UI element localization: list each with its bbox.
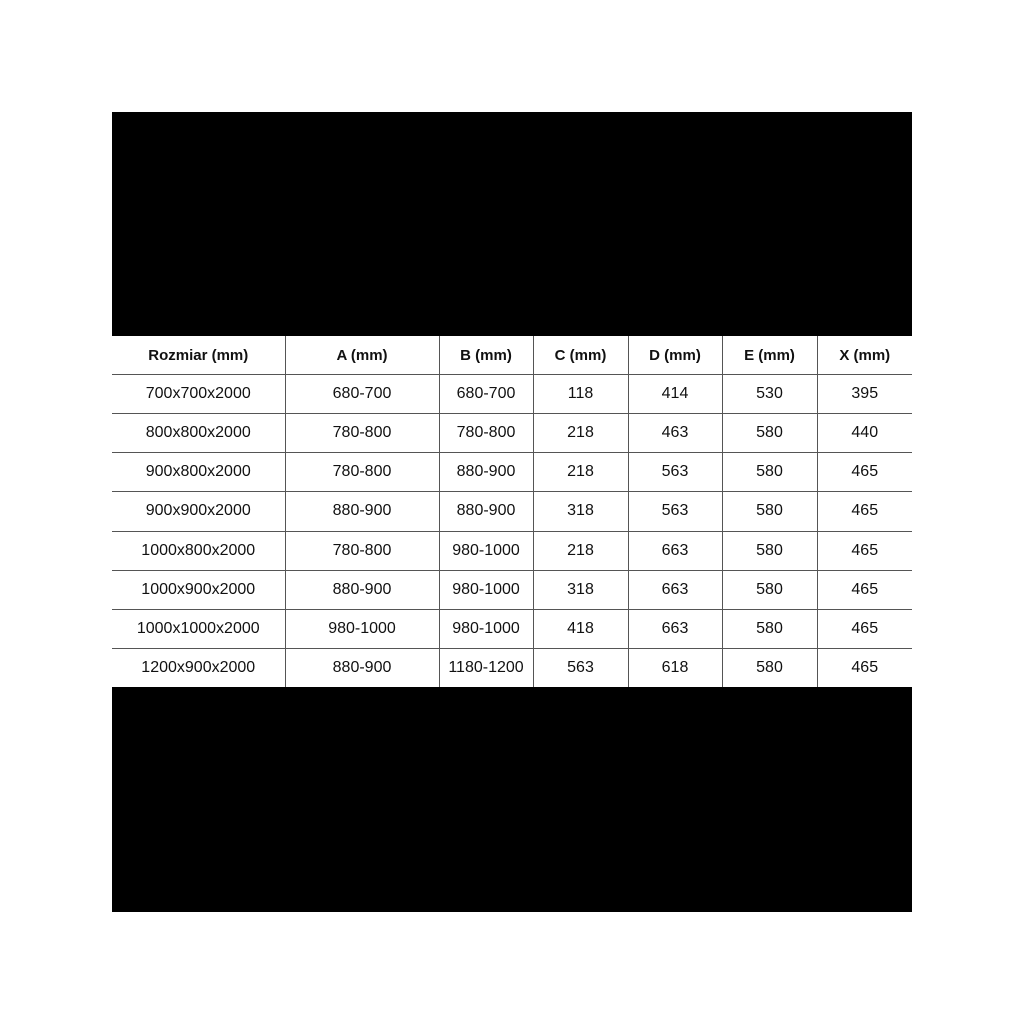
cell-size: 700x700x2000 xyxy=(112,375,285,414)
table-row xyxy=(112,570,912,609)
cell-x: 440 xyxy=(817,414,912,453)
cell-c: 563 xyxy=(533,648,628,687)
cell-x: 465 xyxy=(817,453,912,492)
cell-e: 580 xyxy=(722,570,817,609)
cell-c: 318 xyxy=(533,492,628,531)
table-row xyxy=(112,609,912,648)
cell-size: 1000x1000x2000 xyxy=(112,609,285,648)
cell-e: 530 xyxy=(722,375,817,414)
cell-e: 580 xyxy=(722,453,817,492)
cell-e: 580 xyxy=(722,414,817,453)
cell-c: 218 xyxy=(533,414,628,453)
dimensions-table-container xyxy=(112,336,912,687)
header-e: E (mm) xyxy=(722,336,817,375)
cell-a: 880-900 xyxy=(285,648,439,687)
header-size: Rozmiar (mm) xyxy=(112,336,285,375)
cell-b: 980-1000 xyxy=(439,609,533,648)
cell-a: 880-900 xyxy=(285,570,439,609)
cell-b: 1180-1200 xyxy=(439,648,533,687)
cell-x: 465 xyxy=(817,531,912,570)
table-row xyxy=(112,531,912,570)
cell-a: 980-1000 xyxy=(285,609,439,648)
cell-a: 780-800 xyxy=(285,414,439,453)
cell-a: 880-900 xyxy=(285,492,439,531)
cell-d: 663 xyxy=(628,609,722,648)
cell-x: 465 xyxy=(817,648,912,687)
table-row xyxy=(112,414,912,453)
cell-c: 218 xyxy=(533,453,628,492)
cell-size: 1200x900x2000 xyxy=(112,648,285,687)
cell-c: 218 xyxy=(533,531,628,570)
cell-d: 563 xyxy=(628,453,722,492)
cell-size: 1000x800x2000 xyxy=(112,531,285,570)
cell-e: 580 xyxy=(722,609,817,648)
cell-c: 318 xyxy=(533,570,628,609)
cell-c: 118 xyxy=(533,375,628,414)
cell-b: 880-900 xyxy=(439,453,533,492)
cell-size: 900x900x2000 xyxy=(112,492,285,531)
dimensions-table xyxy=(112,336,912,687)
cell-e: 580 xyxy=(722,648,817,687)
cell-a: 780-800 xyxy=(285,453,439,492)
cell-c: 418 xyxy=(533,609,628,648)
table-row xyxy=(112,453,912,492)
cell-d: 663 xyxy=(628,570,722,609)
cell-d: 414 xyxy=(628,375,722,414)
cell-a: 680-700 xyxy=(285,375,439,414)
header-x: X (mm) xyxy=(817,336,912,375)
header-a: A (mm) xyxy=(285,336,439,375)
cell-size: 800x800x2000 xyxy=(112,414,285,453)
cell-x: 465 xyxy=(817,570,912,609)
cell-b: 880-900 xyxy=(439,492,533,531)
cell-size: 900x800x2000 xyxy=(112,453,285,492)
cell-a: 780-800 xyxy=(285,531,439,570)
cell-x: 465 xyxy=(817,609,912,648)
table-row xyxy=(112,375,912,414)
cell-b: 780-800 xyxy=(439,414,533,453)
table-row xyxy=(112,492,912,531)
header-c: C (mm) xyxy=(533,336,628,375)
cell-b: 980-1000 xyxy=(439,531,533,570)
cell-d: 663 xyxy=(628,531,722,570)
cell-x: 395 xyxy=(817,375,912,414)
cell-d: 463 xyxy=(628,414,722,453)
header-d: D (mm) xyxy=(628,336,722,375)
table-header-row xyxy=(112,336,912,375)
cell-size: 1000x900x2000 xyxy=(112,570,285,609)
cell-e: 580 xyxy=(722,492,817,531)
cell-b: 680-700 xyxy=(439,375,533,414)
header-b: B (mm) xyxy=(439,336,533,375)
cell-e: 580 xyxy=(722,531,817,570)
cell-b: 980-1000 xyxy=(439,570,533,609)
table-row xyxy=(112,648,912,687)
cell-x: 465 xyxy=(817,492,912,531)
cell-d: 563 xyxy=(628,492,722,531)
cell-d: 618 xyxy=(628,648,722,687)
